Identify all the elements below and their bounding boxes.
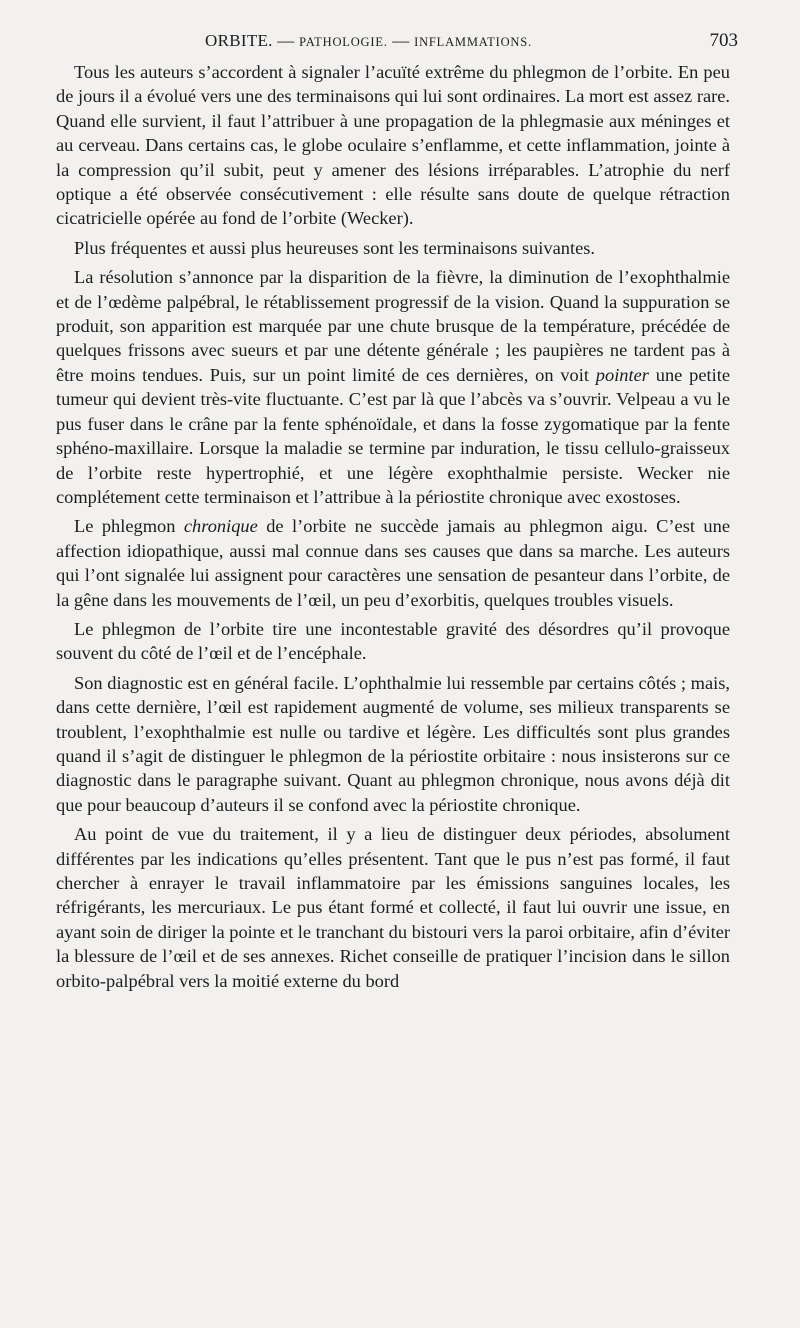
- paragraph-text: de l’orbite ne succède jamais au phlegmon aigu. C’est une affection idiopathique, aussi mal connue dans ses causes que dans sa marche. Les auteurs qui l’ont signalée lui assignent pour caractères une sensation de pesanteur dans l’orbite, de la gêne dans les mouvements de l’œil, un peu d’exorbitis, quelques troubles visuels.: [56, 516, 730, 610]
- header-section: PATHOLOGIE.: [299, 35, 388, 49]
- paragraph-text: Le phlegmon de l’orbite tire une incontestable gravité des désordres qu’il provoque souvent du côté de l’œil et de l’encéphale.: [56, 618, 730, 664]
- running-title: [205, 31, 532, 51]
- running-header: [205, 30, 738, 52]
- header-dash: —: [387, 31, 415, 50]
- header-subsection: INFLAMMATIONS.: [414, 35, 532, 49]
- body-text: [56, 60, 730, 998]
- header-dash: —: [272, 31, 300, 50]
- paragraph-text: Tous les auteurs s’accordent à signaler l’acuïté extrême du phlegmon de l’orbite. En peu de jours il a évolué vers une des terminaisons qui lui sont ordinaires. La mort est assez rare. Quand elle survient, il faut l’attribuer à une propagation de la phlegmasie aux méninges et au cerveau. Dans certains cas, le globe oculaire s’enflamme, et cette inflammation, jointe à la compression qu’il subit, peut y amener des lésions irréparables. L’atrophie du nerf optique a été observée consécutivement : elle résulte sans doute de quelque rétraction cicatricielle opérée au fond de l’orbite (Wecker).: [56, 62, 730, 229]
- paragraph: [56, 671, 730, 817]
- paragraph: [56, 617, 730, 666]
- italic-term: pointer: [595, 364, 649, 385]
- paragraph-text: La résolution s’annonce par la disparition de la fièvre, la diminution de l’exophthalmie et de l’œdème palpébral, le rétablissement progressif de la vision. Quand la suppuration se produit, son apparition est marquée par une chute brusque de la température, précédée de quelques frissons avec sueurs et par une détente générale ; les paupières ne tardent pas à être moins tendues. Puis, sur un point limité de ces dernières, on voit: [56, 267, 730, 385]
- paragraph: [56, 60, 730, 231]
- paragraph: [56, 822, 730, 993]
- italic-term: chronique: [183, 516, 258, 537]
- paragraph-text: Au point de vue du traitement, il y a lieu de distinguer deux périodes, absolument différentes par les indications qu’elles présentent. Tant que le pus n’est pas formé, il faut chercher à enrayer le travail inflammatoire par les émissions sanguines locales, les réfrigérants, les mercuriaux. Le pus étant formé et collecté, il faut lui ouvrir une issue, en ayant soin de diriger la pointe et le tranchant du bistouri vers la paroi orbitaire, afin d’éviter la blessure de l’œil et de ses annexes. Richet conseille de pratiquer l’incision dans le sillon orbito-palpébral vers la moitié externe du bord: [56, 824, 730, 991]
- paragraph-text: Plus fréquentes et aussi plus heureuses sont les terminaisons suivantes.: [74, 237, 595, 258]
- paragraph: [56, 514, 730, 612]
- paragraph-text: Le phlegmon: [74, 516, 184, 537]
- paragraph-text: Son diagnostic est en général facile. L’ophthalmie lui ressemble par certains côtés ; mais, dans cette dernière, l’œil est rapidement augmenté de volume, ses milieux transparents se troublent, l’exophthalmie est nulle ou tardive et légère. Les difficultés sont plus grandes quand il s’agit de distinguer le phlegmon de la périostite orbitaire : nous insisterons sur ce diagnostic dans le paragraphe suivant. Quant au phlegmon chronique, nous avons déjà dit que pour beaucoup d’auteurs il se confond avec la périostite chronique.: [56, 672, 730, 815]
- header-title: ORBITE.: [205, 31, 273, 50]
- page-number: 703: [709, 30, 738, 51]
- paragraph: [56, 236, 730, 260]
- paragraph-text: une petite tumeur qui devient très-vite fluctuante. C’est par là que l’abcès va s’ouvrir. Velpeau a vu le pus fuser dans le crâne par la fente sphénoïdale, et dans la fosse zygomatique par la fente sphéno-maxillaire. Lorsque la maladie se termine par induration, le tissu cellulo-graisseux de l’orbite reste hypertrophié, et une légère exophthalmie persiste. Wecker nie complétement cette terminaison et l’attribue à la périostite chronique avec exostoses.: [56, 364, 730, 507]
- paragraph: [56, 265, 730, 509]
